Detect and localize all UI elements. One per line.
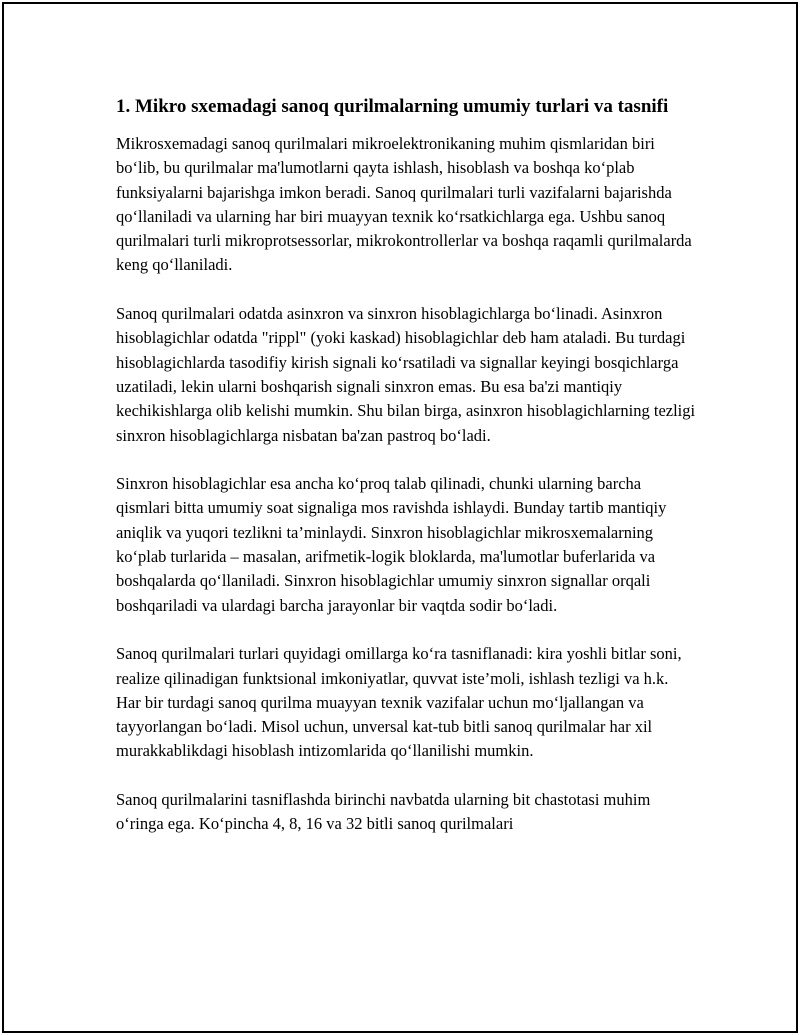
paragraph-1: Mikrosxemadagi sanoq qurilmalari mikroelektronikaning muhim qismlaridan biri bo‘lib, bu qurilmalar ma'lumotlarni qayta ishlash, hisoblash va boshqa ko‘plab funksiyalarni bajarishga imkon beradi. Sanoq qurilmalari turli vazifalarni bajarishda qo‘llaniladi va ularning har biri muayyan texnik ko‘rsatkichlarga ega. Ushbu sanoq qurilmalari turli mikroprotsessorlar, mikrokontrollerlar va boshqa raqamli qurilmalarda keng qo‘llaniladi.: [116, 134, 692, 275]
paragraph-2: Sanoq qurilmalari odatda asinxron va sinxron hisoblagichlarga bo‘linadi. Asinxron hisoblagichlar odatda "rippl" (yoki kaskad) hisoblagichlar deb ham ataladi. Bu turdagi hisoblagichlarda tasodifiy kirish signali ko‘rsatiladi va signallar keyingi bosqichlarga uzatiladi, lekin ularni boshqarish signali sinxron emas. Bu esa ba'zi mantiqiy kechikishlarga olib kelishi mumkin. Shu bilan birga, asinxron hisoblagichlarning tezligi sinxron hisoblagichlarga nisbatan ba'zan pastroq bo‘ladi.: [116, 304, 696, 445]
paragraph-3: Sinxron hisoblagichlar esa ancha ko‘proq talab qilinadi, chunki ularning barcha qismlari bitta umumiy soat signaliga mos ravishda ishlaydi. Bunday tartib mantiqiy aniqlik va yuqori tezlikni ta’minlaydi. Sinxron hisoblagichlar mikrosxemalarning ko‘plab turlarida – masalan, arifmetik-logik bloklarda, ma'lumotlar buferlarida va boshqalarda qo‘llaniladi. Sinxron hisoblagichlar umumiy sinxron signallar orqali boshqariladi va ulardagi barcha jarayonlar bir vaqtda sodir bo‘ladi.: [116, 474, 667, 615]
paragraph-4: Sanoq qurilmalari turlari quyidagi omillarga ko‘ra tasniflanadi: kira yoshli bitlar soni, realize qilinadigan funktsional imkoniyatlar, quvvat iste’moli, ishlash tezligi va h.k. Har bir turdagi sanoq qurilma muayyan texnik vazifalar uchun mo‘ljallangan va tayyorlangan bo‘ladi. Misol uchun, unversal kat-tub bitli sanoq qurilmalar har xil murakkablikdagi hisoblash intizomlarida qo‘llanilishi mumkin.: [116, 644, 682, 761]
paragraph-5: Sanoq qurilmalarini tasniflashda birinchi navbatda ularning bit chastotasi muhim o‘ringa ega. Ko‘pincha 4, 8, 16 va 32 bitli sanoq qurilmalari: [116, 790, 651, 834]
document-body: [116, 93, 696, 861]
section-heading: 1. Mikro sxemadagi sanoq qurilmalarning umumiy turlari va tasnifi: [116, 96, 669, 117]
